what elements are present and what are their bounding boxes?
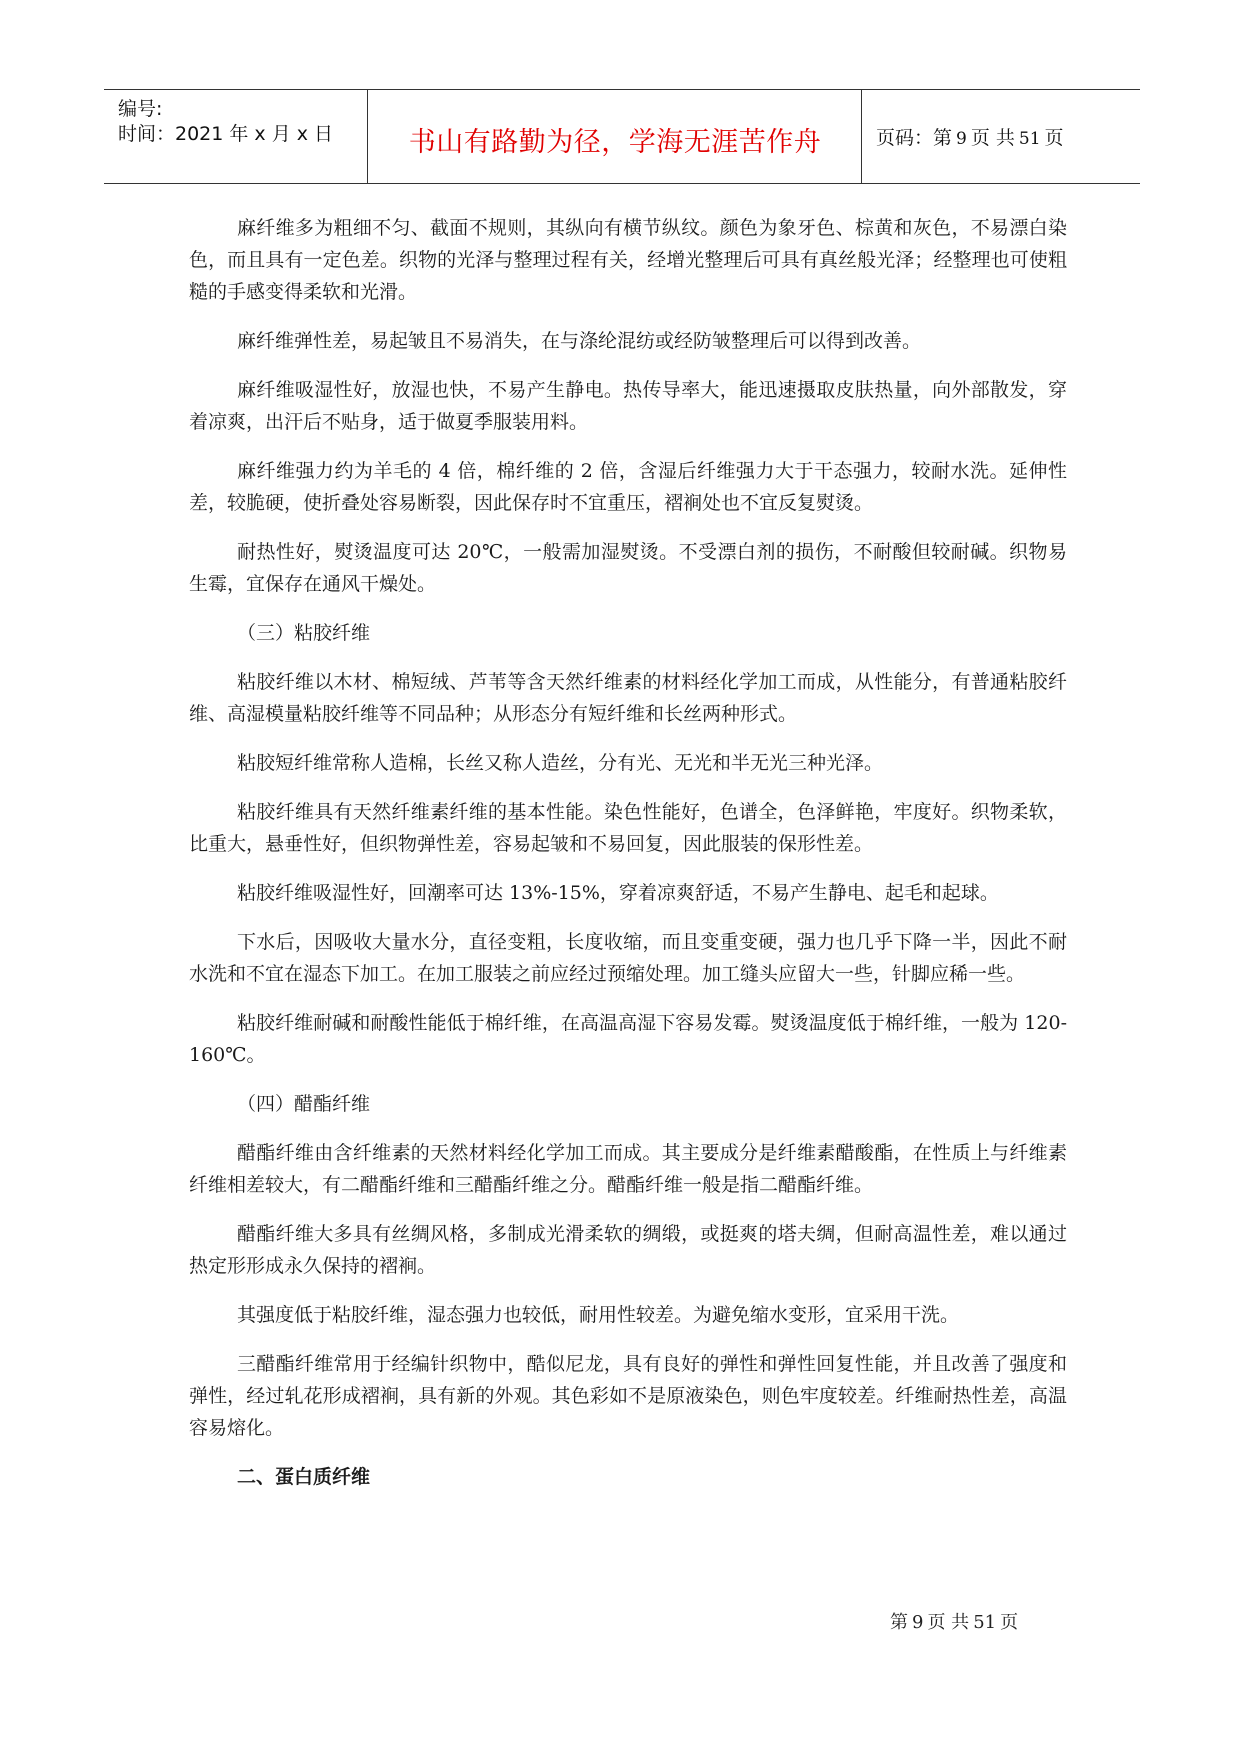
footer-mid: 页 共 <box>927 1612 970 1633</box>
body-paragraph: 麻纤维多为粗细不匀、截面不规则，其纵向有横节纵纹。颜色为象牙色、棕黄和灰色，不易漂白染色，而且具有一定色差。织物的光泽与整理过程有关，经增光整理后可具有真丝般光泽；经整理也可使粗糙的手感变得柔软和光滑。 <box>189 217 1067 303</box>
section-heading: （四）醋酯纤维 <box>237 1093 371 1115</box>
section-heading: （三）粘胶纤维 <box>237 622 371 644</box>
header-page-total: 51 <box>1018 129 1041 149</box>
body-paragraph: 耐热性好，熨烫温度可达 20℃，一般需加湿熨烫。不受漂白剂的损伤，不耐酸但较耐碱。织物易生霉，宜保存在通风干燥处。 <box>189 541 1067 595</box>
header-page-number: 9 <box>956 129 967 149</box>
page-footer <box>890 1608 1018 1634</box>
footer-page-total: 51 <box>973 1612 997 1633</box>
body-paragraph: 醋酯纤维大多具有丝绸风格，多制成光滑柔软的绸缎，或挺爽的塔夫绸，但耐高温性差，难以通过热定形形成永久保持的褶裥。 <box>189 1223 1067 1277</box>
header-page-prefix: 页码：第 <box>876 127 953 149</box>
header-page-mid: 页 共 <box>970 127 1015 149</box>
chapter-heading: 二、蛋白质纤维 <box>237 1466 371 1488</box>
body-paragraph: 下水后，因吸收大量水分，直径变粗，长度收缩，而且变重变硬，强力也几乎下降一半，因此不耐水洗和不宜在湿态下加工。在加工服装之前应经过预缩处理。加工缝头应留大一些，针脚应稀一些。 <box>189 931 1067 985</box>
body-paragraph: 三醋酯纤维常用于经编针织物中，酷似尼龙，具有良好的弹性和弹性回复性能，并且改善了强度和弹性，经过轧花形成褶裥，具有新的外观。其色彩如不是原液染色，则色牢度较差。纤维耐热性差，高温容易熔化。 <box>189 1353 1067 1439</box>
body-paragraph: 其强度低于粘胶纤维，湿态强力也较低，耐用性较差。为避免缩水变形，宜采用干洗。 <box>237 1304 960 1326</box>
header-page-suffix: 页 <box>1044 127 1064 149</box>
body-paragraph: 麻纤维弹性差，易起皱且不易消失，在与涤纶混纺或经防皱整理后可以得到改善。 <box>237 330 922 352</box>
body-paragraph: 粘胶纤维具有天然纤维素纤维的基本性能。染色性能好，色谱全，色泽鲜艳，牢度好。织物柔软，比重大，悬垂性好，但织物弹性差，容易起皱和不易回复，因此服装的保形性差。 <box>189 801 1067 855</box>
page-header <box>104 89 1140 184</box>
header-info-cell <box>104 90 368 183</box>
header-motto-cell <box>368 90 862 183</box>
header-page-cell <box>862 90 1140 183</box>
body-paragraph: 粘胶纤维吸湿性好，回潮率可达 13%-15%，穿着凉爽舒适，不易产生静电、起毛和起球。 <box>237 882 999 904</box>
body-paragraph: 醋酯纤维由含纤维素的天然材料经化学加工而成。其主要成分是纤维素醋酸酯，在性质上与纤维素纤维相差较大，有二醋酯纤维和三醋酯纤维之分。醋酯纤维一般是指二醋酯纤维。 <box>189 1142 1067 1196</box>
body-paragraph: 麻纤维强力约为羊毛的 4 倍，棉纤维的 2 倍，含湿后纤维强力大于干态强力，较耐水洗。延伸性差，较脆硬，使折叠处容易断裂，因此保存时不宜重压，褶裥处也不宜反复熨烫。 <box>189 460 1067 514</box>
footer-suffix: 页 <box>1000 1612 1019 1633</box>
document-code-label: 编号: <box>118 98 163 120</box>
document-body <box>189 212 1067 1510</box>
body-paragraph: 粘胶纤维以木材、棉短绒、芦苇等含天然纤维素的材料经化学加工而成，从性能分，有普通粘胶纤维、高湿模量粘胶纤维等不同品种；从形态分有短纤维和长丝两种形式。 <box>189 671 1067 725</box>
body-paragraph: 粘胶短纤维常称人造棉，长丝又称人造丝，分有光、无光和半无光三种光泽。 <box>237 752 884 774</box>
footer-page-number: 9 <box>912 1612 924 1633</box>
header-motto: 书山有路勤为径，学海无涯苦作舟 <box>408 127 822 158</box>
body-paragraph: 粘胶纤维耐碱和耐酸性能低于棉纤维，在高温高湿下容易发霉。熨烫温度低于棉纤维，一般为 120-160℃。 <box>189 1012 1067 1066</box>
document-time-label: 时间：2021 年 x 月 x 日 <box>118 123 334 145</box>
header-page-info <box>876 123 1064 150</box>
footer-prefix: 第 <box>890 1612 908 1633</box>
body-paragraph: 麻纤维吸湿性好，放湿也快，不易产生静电。热传导率大，能迅速摄取皮肤热量，向外部散发，穿着凉爽，出汗后不贴身，适于做夏季服装用料。 <box>189 379 1067 433</box>
